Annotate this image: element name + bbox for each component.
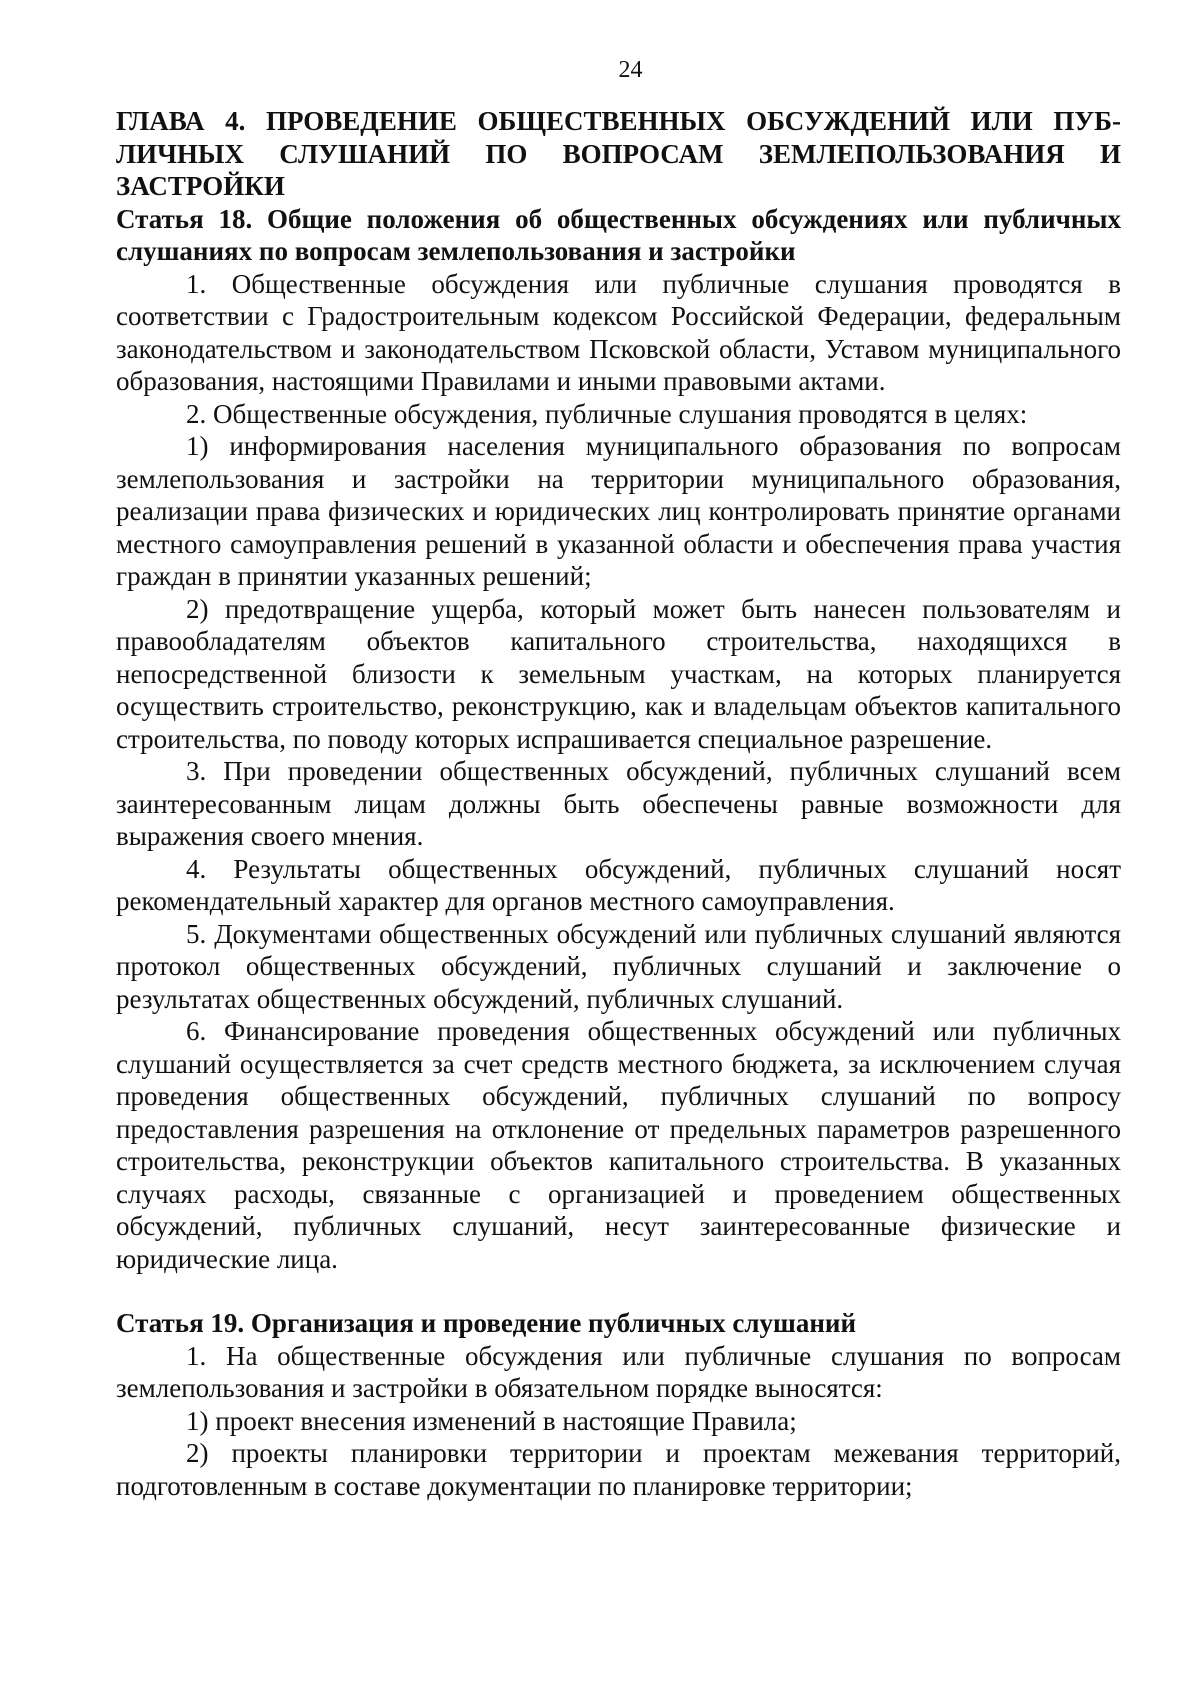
article-18-title-line-2: слушаниях по вопросам землепользования и застройки xyxy=(116,236,796,266)
article-19-paragraph-1-item-2: 2) проекты планировки территории и проектам межевания территорий, подготовленным в составе документации по планировке территории; xyxy=(116,1438,1121,1501)
section-spacer xyxy=(116,1275,1121,1307)
article-18-title xyxy=(116,203,1121,268)
chapter-heading-line-1: ГЛАВА 4. ПРОВЕДЕНИЕ ОБЩЕСТВЕННЫХ ОБСУЖДЕНИЙ ИЛИ ПУБ- xyxy=(116,106,1121,136)
article-18-paragraph-1: 1. Общественные обсуждения или публичные слушания проводятся в соответствии с Градостроительным кодексом Российской Федерации, федеральным законодательством и законодательством Псковской области, Уставом муниципального образования, настоящими Правилами и иными правовыми актами. xyxy=(116,268,1121,396)
article-18-title-line-1: Статья 18. Общие положения об общественных обсуждениях или публичных xyxy=(116,203,1121,234)
page-number: 24 xyxy=(618,57,643,83)
article-19-title: Статья 19. Организация и проведение публичных слушаний xyxy=(116,1308,856,1338)
chapter-heading-line-3: ЗАСТРОЙКИ xyxy=(116,171,285,201)
article-19-paragraph-1: 1. На общественные обсуждения или публичные слушания по вопросам землепользования и застройки в обязательном порядке выносятся: xyxy=(116,1340,1121,1403)
article-18-paragraph-3: 3. При проведении общественных обсуждений, публичных слушаний всем заинтересованным лицам должны быть обеспечены равные возможности для выражения своего мнения. xyxy=(116,756,1121,851)
chapter-heading-line-2: ЛИЧНЫХ СЛУШАНИЙ ПО ВОПРОСАМ ЗЕМЛЕПОЛЬЗОВАНИЯ И xyxy=(116,138,1121,169)
article-18-paragraph-2-item-1: 1) информирования населения муниципального образования по вопросам землепользования и застройки на территории муниципального образования, реализации права физических и юридических лиц контролировать принятие органами местного самоуправления решений в указанной области и обеспечения права участия граждан в принятии указанных решений; xyxy=(116,431,1121,591)
article-18-paragraph-5: 5. Документами общественных обсуждений или публичных слушаний являются протокол общественных обсуждений, публичных слушаний и заключение о результатах общественных обсуждений, публичных слушаний. xyxy=(116,918,1121,1014)
article-19-paragraph-1-item-1: 1) проект внесения изменений в настоящие Правила; xyxy=(186,1405,797,1436)
article-18-paragraph-6: 6. Финансирование проведения общественных обсуждений или публичных слушаний осуществляется за счет средств местного бюджета, за исключением случая проведения общественных обсуждений, публичных слушаний по вопросу предоставления разрешения на отклонение от предельных параметров разрешенного строительства, реконструкции объектов капитального строительства. В указанных случаях расходы, связанные с организацией и проведением общественных обсуждений, публичных слушаний, несут заинтересованные физические и юридические лица. xyxy=(116,1016,1121,1274)
article-18-paragraph-4: 4. Результаты общественных обсуждений, публичных слушаний носят рекомендательный характер для органов местного самоуправления. xyxy=(116,853,1121,916)
article-18-paragraph-2: 2. Общественные обсуждения, публичные слушания проводятся в целях: xyxy=(186,398,1028,429)
chapter-heading xyxy=(116,105,1121,203)
article-18-paragraph-2-item-2: 2) предотвращение ущерба, который может быть нанесен пользователям и правообладателям объектов капитального строительства, находящихся в непосредственной близости к земельным участкам, на которых планируется осуществить строительство, реконструкцию, как и владельцам объектов капитального строительства, по поводу которых испрашивается специальное разрешение. xyxy=(116,593,1121,754)
